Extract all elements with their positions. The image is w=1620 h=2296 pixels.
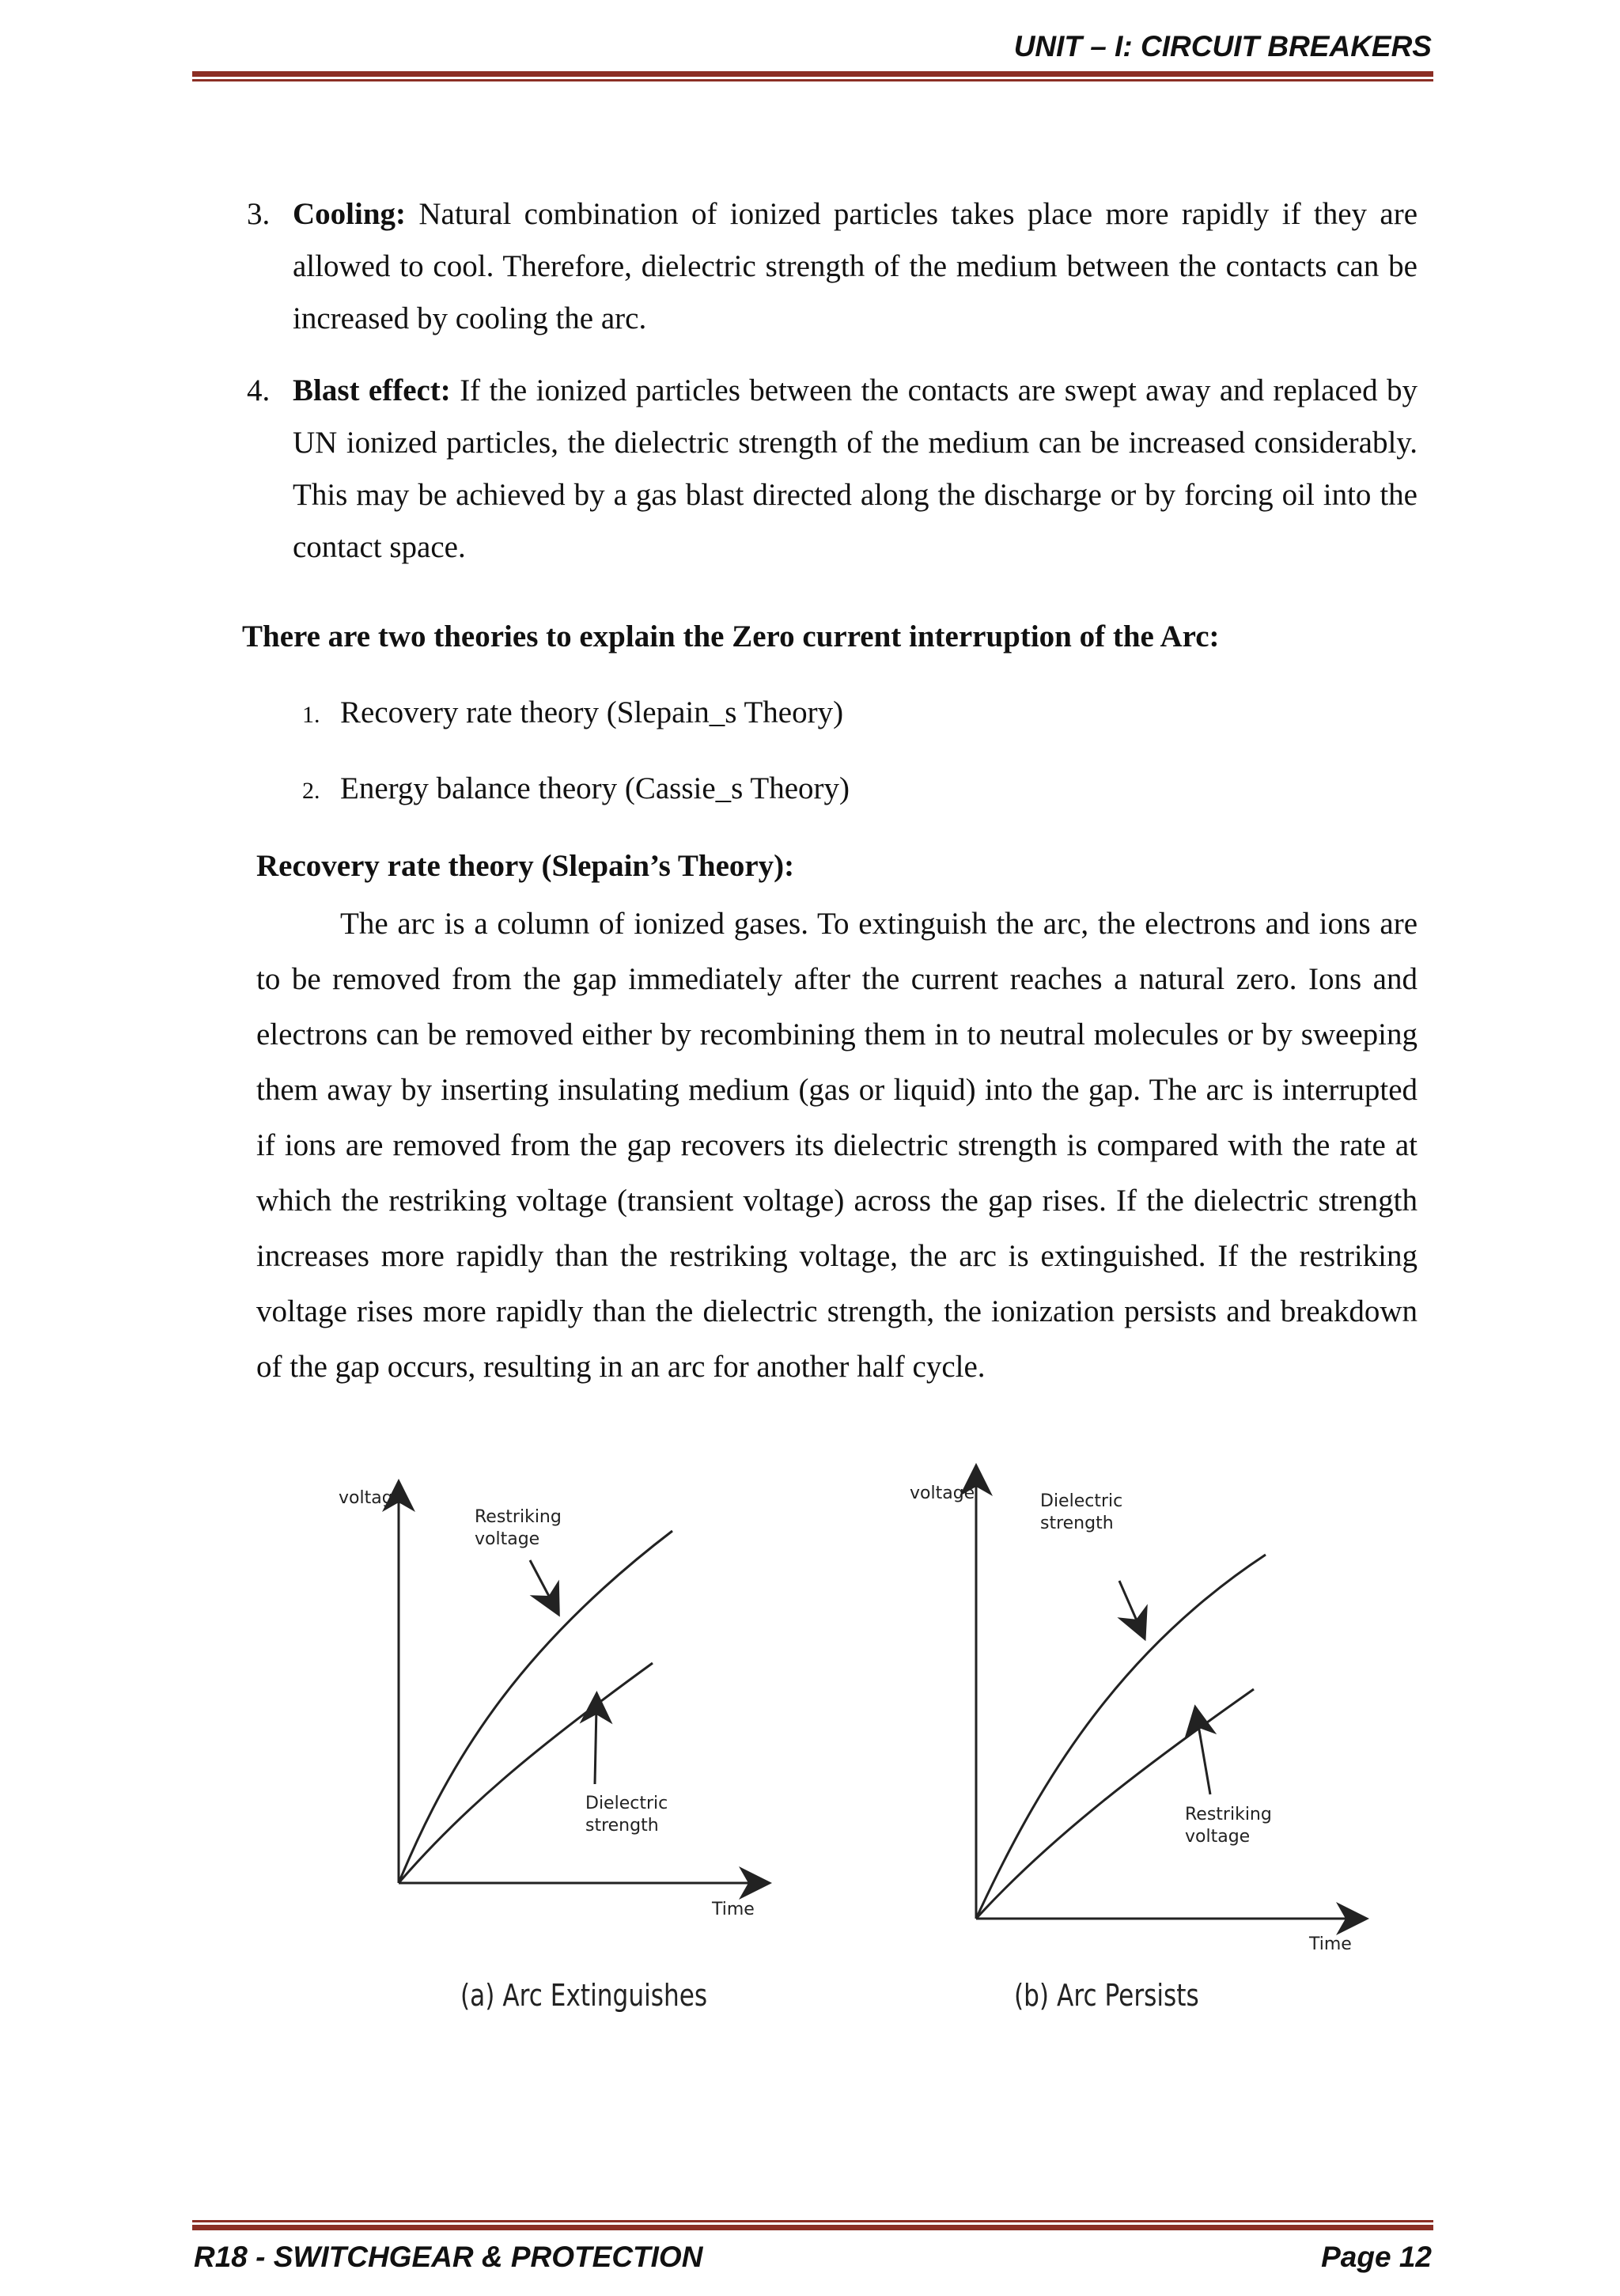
upper-pointer-arrow [1119,1581,1139,1626]
header-rule [192,71,1433,77]
page-number: Page 12 [1321,2241,1432,2273]
figure-a-caption: (a) Arc Extinguishes [460,1978,708,2013]
item-number: 4. [247,373,271,407]
theory-number: 1. [302,702,320,728]
upper-curve-label: Restriking [475,1507,562,1527]
lower-pointer-arrow [1198,1721,1210,1794]
item-text: If the ionized particles between the contacts are swept away and replaced by UN ionized particles, the dielectric strength of the medium can be increased considerably. This may be achieved by a gas blast directed along the discharge or by forcing oil into the contact space. [293,373,1418,564]
figure-b-caption: (b) Arc Persists [1014,1978,1199,2013]
y-axis-label: voltage [910,1483,975,1503]
theory-text: Energy balance theory (Cassie_s Theory) [340,771,850,805]
upper-curve-label: strength [1040,1514,1114,1533]
figure-b-arc-persists [894,1448,1384,1970]
list-item-cooling [247,188,1418,345]
lower-curve-label: voltage [1185,1827,1251,1847]
theories-heading: There are two theories to explain the Zero current interruption of the Arc: [242,619,1220,654]
theory-number: 2. [302,778,320,804]
x-axis-label: Time [712,1900,755,1919]
footer-course-title: R18 - SWITCHGEAR & PROTECTION [194,2241,703,2273]
lower-curve-label: strength [585,1816,659,1836]
section-heading: Recovery rate theory (Slepain’s Theory): [256,849,795,883]
header-rule-thin [192,79,1433,81]
item-term: Cooling: [293,197,407,231]
restriking-voltage-curve [976,1689,1254,1919]
lower-curve-label: Dielectric [585,1794,668,1813]
upper-curve-label: Dielectric [1040,1491,1123,1511]
lower-pointer-arrow [595,1707,596,1784]
dielectric-strength-curve [399,1663,653,1883]
item-number: 3. [247,197,271,231]
item-term: Blast effect: [293,373,451,407]
dielectric-strength-curve [976,1555,1266,1919]
footer-rule-thin [192,2220,1433,2222]
upper-curve-label: voltage [475,1529,540,1549]
x-axis-label: Time [1309,1934,1352,1954]
lower-curve-label: Restriking [1185,1805,1272,1824]
footer-rule [192,2225,1433,2230]
upper-pointer-arrow [530,1560,552,1602]
figure-a-arc-extinguishes [316,1456,791,1946]
theory-item-1 [302,695,843,730]
section-paragraph: The arc is a column of ionized gases. To extinguish the arc, the electrons and ions are to be removed from the gap immediately after the current reaches a natural zero. Ions and electrons can be removed either by recombining them in to neutral molecules or by sweeping them away by inserting insulating medium (gas or liquid) into the gap. The arc is interrupted if ions are removed from the gap recovers its dielectric strength is compared with the rate at which the restriking voltage (transient voltage) across the gap rises. If the dielectric strength increases more rapidly than the restriking voltage, the arc is extinguished. If the restriking voltage rises more rapidly than the dielectric strength, the ionization persists and breakdown of the gap occurs, resulting in an arc for another half cycle. [256,907,1418,1384]
y-axis-label: voltage [339,1488,404,1508]
item-text: Natural combination of ionized particles takes place more rapidly if they are allowed to cool. Therefore, dielectric strength of the medium between the contacts can be increased by cooling the arc. [293,197,1418,335]
theory-text: Recovery rate theory (Slepain_s Theory) [340,695,844,729]
header-title: UNIT – I: CIRCUIT BREAKERS [1013,30,1432,63]
list-item-blast-effect [247,365,1418,574]
theory-item-2 [302,771,850,806]
